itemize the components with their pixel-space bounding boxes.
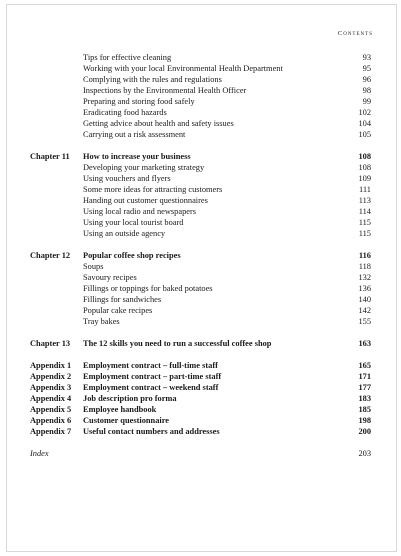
toc-entry[interactable]: Popular cake recipes 142: [83, 306, 371, 315]
toc-entry[interactable]: Eradicating food hazards 102: [83, 108, 371, 117]
toc-chapter-11: [0, 151, 401, 239]
toc-entry[interactable]: Using local radio and newspapers 114: [83, 207, 371, 216]
table-of-contents: [0, 52, 401, 459]
toc-entry[interactable]: Tray bakes 155: [83, 317, 371, 326]
appendix-entry[interactable]: Appendix 7 Useful contact numbers and addresses 200: [30, 427, 371, 436]
toc-entry[interactable]: Fillings or toppings for baked potatoes 136: [83, 284, 371, 293]
running-head: Contents: [337, 30, 373, 37]
toc-appendices: [0, 360, 401, 437]
appendix-entry[interactable]: Appendix 3 Employment contract – weekend staff 177: [30, 383, 371, 392]
toc-section-continued: [0, 52, 401, 140]
toc-entry[interactable]: Some more ideas for attracting customers 111: [83, 185, 371, 194]
chapter-heading[interactable]: Chapter 11 How to increase your business 108: [30, 152, 371, 161]
toc-entry[interactable]: Working with your local Environmental Health Department 95: [83, 64, 371, 73]
chapter-heading[interactable]: Chapter 13 The 12 skills you need to run a successful coffee shop 163: [30, 339, 371, 348]
toc-entry[interactable]: Developing your marketing strategy 108: [83, 163, 371, 172]
toc-entry[interactable]: Soups 118: [83, 262, 371, 271]
toc-entry[interactable]: Inspections by the Environmental Health Officer 98: [83, 86, 371, 95]
index-entry[interactable]: Index 203: [30, 449, 371, 458]
appendix-entry[interactable]: Appendix 5 Employee handbook 185: [30, 405, 371, 414]
toc-entry[interactable]: Preparing and storing food safely 99: [83, 97, 371, 106]
toc-entry[interactable]: Using an outside agency 115: [83, 229, 371, 238]
toc-chapter-13: [0, 338, 401, 349]
toc-entry[interactable]: Savoury recipes 132: [83, 273, 371, 282]
toc-chapter-12: [0, 250, 401, 327]
appendix-entry[interactable]: Appendix 6 Customer questionnaire 198: [30, 416, 371, 425]
toc-entry[interactable]: Complying with the rules and regulations 96: [83, 75, 371, 84]
chapter-heading[interactable]: Chapter 12 Popular coffee shop recipes 116: [30, 251, 371, 260]
appendix-entry[interactable]: Appendix 4 Job description pro forma 183: [30, 394, 371, 403]
toc-entry[interactable]: Getting advice about health and safety issues 104: [83, 119, 371, 128]
appendix-entry[interactable]: Appendix 2 Employment contract – part-time staff 171: [30, 372, 371, 381]
toc-entry[interactable]: Handing out customer questionnaires 113: [83, 196, 371, 205]
toc-entry[interactable]: Using your local tourist board 115: [83, 218, 371, 227]
toc-entry[interactable]: Carrying out a risk assessment 105: [83, 130, 371, 139]
appendix-entry[interactable]: Appendix 1 Employment contract – full-time staff 165: [30, 361, 371, 370]
toc-entry[interactable]: Tips for effective cleaning 93: [83, 53, 371, 62]
toc-entry[interactable]: Using vouchers and flyers 109: [83, 174, 371, 183]
toc-entry[interactable]: Fillings for sandwiches 140: [83, 295, 371, 304]
